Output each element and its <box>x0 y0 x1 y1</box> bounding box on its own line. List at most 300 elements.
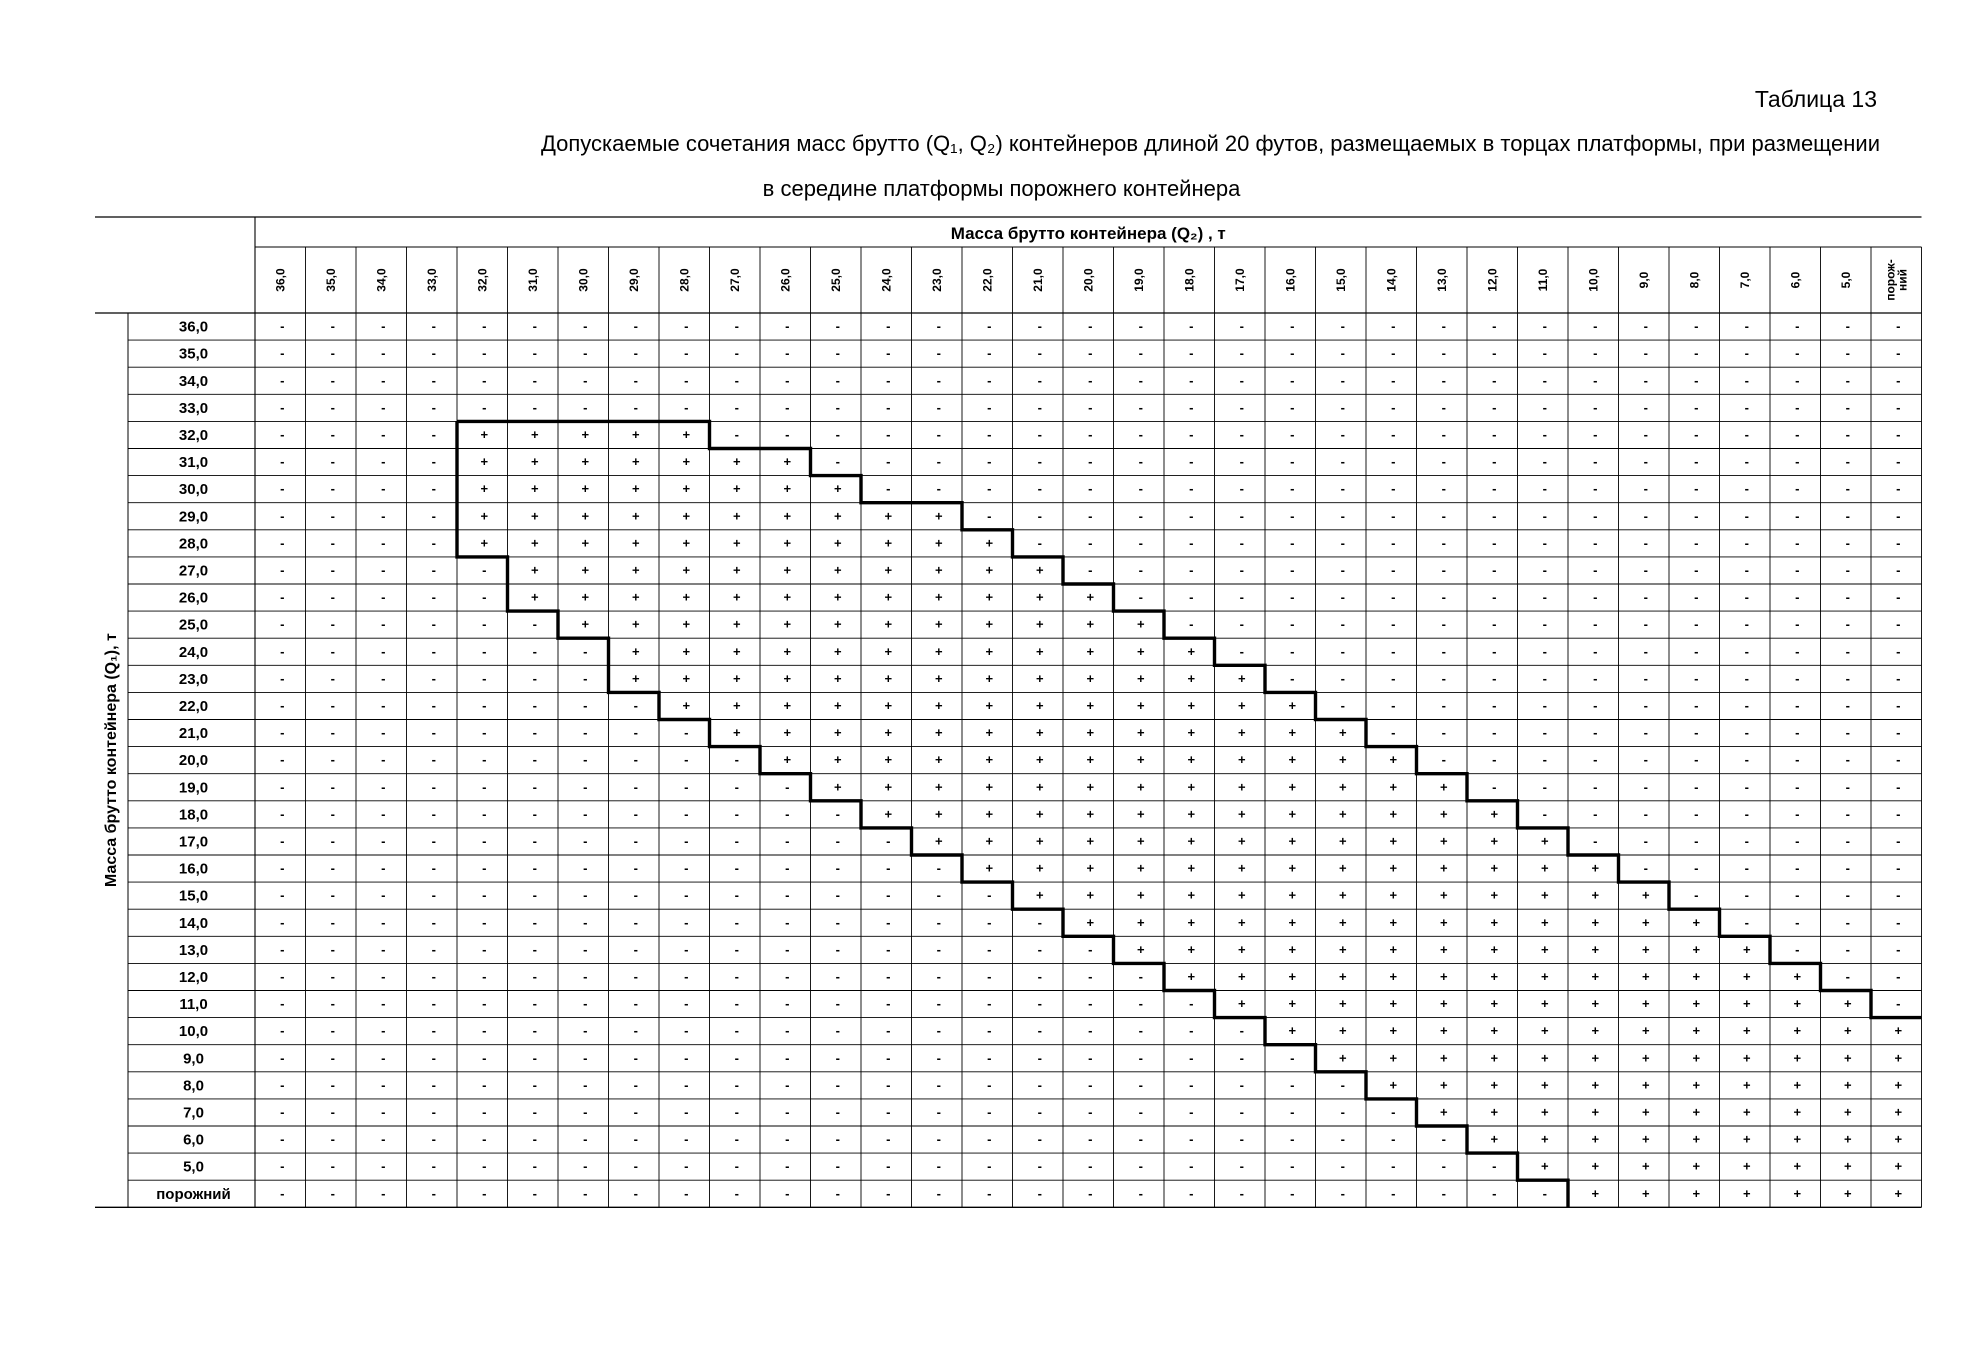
cell-allowed: + <box>1692 914 1701 930</box>
cell-not-allowed: - <box>835 1023 840 1039</box>
cell-not-allowed: - <box>1441 399 1446 415</box>
cell-allowed: + <box>581 589 590 605</box>
cell-not-allowed: - <box>1845 806 1850 822</box>
cell-not-allowed: - <box>330 1050 335 1066</box>
cell-allowed: + <box>1086 670 1095 686</box>
cell-allowed: + <box>1490 914 1499 930</box>
column-header: 13,0 <box>1434 268 1449 292</box>
cell-not-allowed: - <box>1795 670 1800 686</box>
cell-not-allowed: - <box>1088 454 1093 470</box>
cell-not-allowed: - <box>280 941 285 957</box>
cell-not-allowed: - <box>1845 399 1850 415</box>
cell-not-allowed: - <box>1593 318 1598 334</box>
cell-allowed: + <box>1288 833 1297 849</box>
cell-allowed: + <box>783 535 792 551</box>
column-header: 20,0 <box>1081 268 1096 292</box>
cell-allowed: + <box>1288 806 1297 822</box>
cell-not-allowed: - <box>734 860 739 876</box>
cell-not-allowed: - <box>532 697 537 713</box>
cell-allowed: + <box>934 616 943 632</box>
cell-not-allowed: - <box>633 752 638 768</box>
cell-not-allowed: - <box>1138 508 1143 524</box>
cell-allowed: + <box>1035 697 1044 713</box>
cell-not-allowed: - <box>330 860 335 876</box>
cell-not-allowed: - <box>1795 887 1800 903</box>
cell-not-allowed: - <box>330 779 335 795</box>
cell-not-allowed: - <box>431 725 436 741</box>
cell-not-allowed: - <box>1340 318 1345 334</box>
cell-not-allowed: - <box>987 1077 992 1093</box>
cell-not-allowed: - <box>1795 725 1800 741</box>
column-header: порож- <box>1883 259 1898 301</box>
cell-not-allowed: - <box>936 1077 941 1093</box>
cell-not-allowed: - <box>431 697 436 713</box>
cell-allowed: + <box>1490 887 1499 903</box>
cell-not-allowed: - <box>482 372 487 388</box>
cell-not-allowed: - <box>330 1158 335 1174</box>
cell-not-allowed: - <box>785 1104 790 1120</box>
cell-allowed: + <box>833 562 842 578</box>
cell-allowed: + <box>1439 779 1448 795</box>
cell-not-allowed: - <box>1189 318 1194 334</box>
cell-allowed: + <box>1136 697 1145 713</box>
cell-not-allowed: - <box>936 481 941 497</box>
cell-not-allowed: - <box>330 1185 335 1201</box>
cell-not-allowed: - <box>532 345 537 361</box>
cell-not-allowed: - <box>482 968 487 984</box>
cell-not-allowed: - <box>1391 426 1396 442</box>
cell-allowed: + <box>783 643 792 659</box>
cell-not-allowed: - <box>987 508 992 524</box>
cell-not-allowed: - <box>431 1023 436 1039</box>
cell-allowed: + <box>1439 833 1448 849</box>
cell-not-allowed: - <box>1138 1077 1143 1093</box>
column-header: 27,0 <box>727 268 742 292</box>
cell-not-allowed: - <box>835 860 840 876</box>
cell-not-allowed: - <box>1441 1185 1446 1201</box>
cell-not-allowed: - <box>1795 806 1800 822</box>
cell-not-allowed: - <box>1340 670 1345 686</box>
cell-allowed: + <box>1187 670 1196 686</box>
cell-not-allowed: - <box>1845 941 1850 957</box>
cell-not-allowed: - <box>1542 372 1547 388</box>
cell-not-allowed: - <box>1845 454 1850 470</box>
cell-not-allowed: - <box>633 725 638 741</box>
cell-not-allowed: - <box>431 454 436 470</box>
cell-not-allowed: - <box>987 481 992 497</box>
cell-not-allowed: - <box>1643 806 1648 822</box>
cell-not-allowed: - <box>1138 968 1143 984</box>
cell-not-allowed: - <box>936 860 941 876</box>
cell-allowed: + <box>1237 833 1246 849</box>
cell-not-allowed: - <box>381 860 386 876</box>
cell-not-allowed: - <box>1542 670 1547 686</box>
cell-allowed: + <box>1035 725 1044 741</box>
cell-allowed: + <box>934 833 943 849</box>
table-title-line-2: в середине платформы порожнего контейнера <box>762 176 1241 201</box>
cell-not-allowed: - <box>785 1185 790 1201</box>
cell-not-allowed: - <box>532 806 537 822</box>
cell-not-allowed: - <box>1037 1158 1042 1174</box>
cell-not-allowed: - <box>1239 1104 1244 1120</box>
cell-not-allowed: - <box>381 1185 386 1201</box>
cell-not-allowed: - <box>1593 345 1598 361</box>
cell-allowed: + <box>480 481 489 497</box>
cell-not-allowed: - <box>1896 399 1901 415</box>
cell-allowed: + <box>732 616 741 632</box>
cell-not-allowed: - <box>330 1104 335 1120</box>
cell-not-allowed: - <box>1441 643 1446 659</box>
cell-allowed: + <box>1237 752 1246 768</box>
cell-allowed: + <box>1793 1050 1802 1066</box>
cell-not-allowed: - <box>1744 399 1749 415</box>
cell-not-allowed: - <box>1088 1050 1093 1066</box>
cell-not-allowed: - <box>583 779 588 795</box>
cell-not-allowed: - <box>1441 508 1446 524</box>
cell-not-allowed: - <box>633 372 638 388</box>
cell-not-allowed: - <box>280 508 285 524</box>
cell-not-allowed: - <box>936 1023 941 1039</box>
cell-not-allowed: - <box>1189 1131 1194 1147</box>
cell-not-allowed: - <box>1492 318 1497 334</box>
cell-not-allowed: - <box>330 833 335 849</box>
cell-not-allowed: - <box>532 996 537 1012</box>
cell-not-allowed: - <box>1239 616 1244 632</box>
cell-not-allowed: - <box>633 1077 638 1093</box>
cell-not-allowed: - <box>431 752 436 768</box>
cell-not-allowed: - <box>1088 345 1093 361</box>
cell-not-allowed: - <box>583 643 588 659</box>
cell-not-allowed: - <box>482 318 487 334</box>
cell-not-allowed: - <box>1845 914 1850 930</box>
cell-allowed: + <box>1288 697 1297 713</box>
cell-not-allowed: - <box>633 1131 638 1147</box>
cell-not-allowed: - <box>1694 508 1699 524</box>
cell-not-allowed: - <box>1542 454 1547 470</box>
cell-not-allowed: - <box>330 1131 335 1147</box>
cell-not-allowed: - <box>1037 1050 1042 1066</box>
cell-not-allowed: - <box>684 725 689 741</box>
cell-not-allowed: - <box>1391 670 1396 686</box>
cell-allowed: + <box>1641 1104 1650 1120</box>
cell-not-allowed: - <box>633 887 638 903</box>
cell-not-allowed: - <box>1290 454 1295 470</box>
cell-not-allowed: - <box>583 725 588 741</box>
cell-not-allowed: - <box>1340 697 1345 713</box>
row-header: 15,0 <box>178 887 209 905</box>
cell-allowed: + <box>1288 779 1297 795</box>
cell-not-allowed: - <box>1744 697 1749 713</box>
cell-not-allowed: - <box>482 725 487 741</box>
cell-not-allowed: - <box>835 372 840 388</box>
cell-not-allowed: - <box>1239 1050 1244 1066</box>
cell-not-allowed: - <box>381 779 386 795</box>
cell-allowed: + <box>631 454 640 470</box>
cell-not-allowed: - <box>280 752 285 768</box>
cell-not-allowed: - <box>1290 1185 1295 1201</box>
cell-allowed: + <box>682 562 691 578</box>
cell-allowed: + <box>530 508 539 524</box>
cell-not-allowed: - <box>532 616 537 632</box>
cell-allowed: + <box>833 508 842 524</box>
cell-not-allowed: - <box>482 941 487 957</box>
cell-not-allowed: - <box>684 1158 689 1174</box>
cell-not-allowed: - <box>1138 318 1143 334</box>
cell-not-allowed: - <box>532 643 537 659</box>
cell-not-allowed: - <box>1744 481 1749 497</box>
cell-not-allowed: - <box>785 914 790 930</box>
cell-allowed: + <box>682 697 691 713</box>
cell-not-allowed: - <box>431 1158 436 1174</box>
cell-not-allowed: - <box>936 1050 941 1066</box>
cell-not-allowed: - <box>1088 426 1093 442</box>
cell-not-allowed: - <box>886 833 891 849</box>
cell-not-allowed: - <box>1391 562 1396 578</box>
cell-allowed: + <box>934 670 943 686</box>
cell-not-allowed: - <box>482 670 487 686</box>
cell-not-allowed: - <box>1593 806 1598 822</box>
cell-allowed: + <box>783 616 792 632</box>
cell-not-allowed: - <box>1138 562 1143 578</box>
cell-allowed: + <box>1591 1131 1600 1147</box>
cell-not-allowed: - <box>1340 616 1345 632</box>
cell-not-allowed: - <box>785 1077 790 1093</box>
cell-not-allowed: - <box>734 941 739 957</box>
cell-allowed: + <box>1692 941 1701 957</box>
cell-not-allowed: - <box>1189 454 1194 470</box>
cell-not-allowed: - <box>583 860 588 876</box>
cell-not-allowed: - <box>583 1050 588 1066</box>
cell-not-allowed: - <box>1189 1158 1194 1174</box>
cell-not-allowed: - <box>1744 372 1749 388</box>
cell-not-allowed: - <box>1492 670 1497 686</box>
cell-not-allowed: - <box>583 318 588 334</box>
cell-not-allowed: - <box>1896 670 1901 686</box>
cell-not-allowed: - <box>1391 1131 1396 1147</box>
cell-not-allowed: - <box>1492 481 1497 497</box>
cell-not-allowed: - <box>330 589 335 605</box>
cell-not-allowed: - <box>431 1104 436 1120</box>
cell-not-allowed: - <box>1290 345 1295 361</box>
cell-allowed: + <box>1793 996 1802 1012</box>
cell-not-allowed: - <box>886 345 891 361</box>
cell-allowed: + <box>1591 996 1600 1012</box>
cell-allowed: + <box>1540 1158 1549 1174</box>
cell-not-allowed: - <box>1037 426 1042 442</box>
cell-not-allowed: - <box>987 1104 992 1120</box>
cell-not-allowed: - <box>1694 318 1699 334</box>
cell-allowed: + <box>1237 860 1246 876</box>
cell-not-allowed: - <box>1694 752 1699 768</box>
column-header: 10,0 <box>1586 268 1601 292</box>
cell-not-allowed: - <box>1239 1131 1244 1147</box>
cell-not-allowed: - <box>482 562 487 578</box>
cell-allowed: + <box>1338 806 1347 822</box>
cell-not-allowed: - <box>1896 643 1901 659</box>
cell-allowed: + <box>1288 996 1297 1012</box>
cell-allowed: + <box>530 454 539 470</box>
cell-allowed: + <box>1288 1023 1297 1039</box>
cell-not-allowed: - <box>1896 318 1901 334</box>
cell-not-allowed: - <box>532 914 537 930</box>
cell-not-allowed: - <box>482 860 487 876</box>
cell-allowed: + <box>1237 697 1246 713</box>
cell-not-allowed: - <box>431 535 436 551</box>
cell-not-allowed: - <box>381 399 386 415</box>
cell-not-allowed: - <box>886 860 891 876</box>
cell-not-allowed: - <box>1441 589 1446 605</box>
cell-allowed: + <box>884 806 893 822</box>
cell-allowed: + <box>884 643 893 659</box>
row-header: 36,0 <box>178 318 209 336</box>
cell-allowed: + <box>1187 643 1196 659</box>
cell-not-allowed: - <box>886 914 891 930</box>
cell-not-allowed: - <box>1542 643 1547 659</box>
cell-not-allowed: - <box>1643 643 1648 659</box>
cell-not-allowed: - <box>987 426 992 442</box>
column-header: 24,0 <box>879 268 894 292</box>
cell-not-allowed: - <box>886 1104 891 1120</box>
cell-not-allowed: - <box>1391 1158 1396 1174</box>
cell-not-allowed: - <box>987 345 992 361</box>
cell-not-allowed: - <box>1694 562 1699 578</box>
cell-allowed: + <box>1389 1023 1398 1039</box>
cell-not-allowed: - <box>987 887 992 903</box>
cell-not-allowed: - <box>1290 1104 1295 1120</box>
cell-allowed: + <box>1490 1104 1499 1120</box>
cell-allowed: + <box>1641 1077 1650 1093</box>
row-header: 19,0 <box>178 779 209 797</box>
cell-allowed: + <box>682 508 691 524</box>
cell-allowed: + <box>985 697 994 713</box>
cell-not-allowed: - <box>1542 399 1547 415</box>
cell-allowed: + <box>1338 1050 1347 1066</box>
cell-not-allowed: - <box>1290 643 1295 659</box>
cell-not-allowed: - <box>987 1131 992 1147</box>
cell-not-allowed: - <box>381 535 386 551</box>
cell-not-allowed: - <box>1744 616 1749 632</box>
cell-allowed: + <box>1793 1023 1802 1039</box>
cell-allowed: + <box>833 481 842 497</box>
cell-not-allowed: - <box>1088 535 1093 551</box>
cell-allowed: + <box>1035 887 1044 903</box>
row-header: 33,0 <box>178 399 209 417</box>
cell-allowed: + <box>1490 996 1499 1012</box>
cell-allowed: + <box>1288 968 1297 984</box>
cell-allowed: + <box>1591 1050 1600 1066</box>
cell-not-allowed: - <box>1593 562 1598 578</box>
cell-not-allowed: - <box>1492 535 1497 551</box>
cell-allowed: + <box>480 535 489 551</box>
cell-not-allowed: - <box>1795 399 1800 415</box>
cell-not-allowed: - <box>381 345 386 361</box>
cell-allowed: + <box>1035 833 1044 849</box>
cell-not-allowed: - <box>1037 1023 1042 1039</box>
cell-not-allowed: - <box>1542 779 1547 795</box>
cell-not-allowed: - <box>1492 779 1497 795</box>
cell-not-allowed: - <box>431 968 436 984</box>
cell-not-allowed: - <box>785 996 790 1012</box>
cell-not-allowed: - <box>684 996 689 1012</box>
cell-not-allowed: - <box>1037 1104 1042 1120</box>
cell-not-allowed: - <box>482 1050 487 1066</box>
cell-allowed: + <box>682 616 691 632</box>
cell-not-allowed: - <box>1441 1158 1446 1174</box>
cell-not-allowed: - <box>381 941 386 957</box>
cell-not-allowed: - <box>1795 941 1800 957</box>
cell-not-allowed: - <box>280 860 285 876</box>
cell-not-allowed: - <box>1391 454 1396 470</box>
cell-not-allowed: - <box>1340 426 1345 442</box>
cell-allowed: + <box>1389 914 1398 930</box>
cell-allowed: + <box>682 481 691 497</box>
column-header: 29,0 <box>626 268 641 292</box>
cell-allowed: + <box>1591 1158 1600 1174</box>
cell-not-allowed: - <box>734 1050 739 1066</box>
cell-not-allowed: - <box>583 752 588 768</box>
cell-not-allowed: - <box>1391 399 1396 415</box>
cell-not-allowed: - <box>482 1023 487 1039</box>
cell-not-allowed: - <box>684 399 689 415</box>
column-header: 5,0 <box>1838 271 1853 289</box>
cell-not-allowed: - <box>1593 589 1598 605</box>
cell-not-allowed: - <box>381 968 386 984</box>
cell-not-allowed: - <box>482 833 487 849</box>
cell-allowed: + <box>1591 941 1600 957</box>
cell-not-allowed: - <box>1694 806 1699 822</box>
cell-allowed: + <box>783 508 792 524</box>
cell-allowed: + <box>732 725 741 741</box>
cell-not-allowed: - <box>1290 1131 1295 1147</box>
cell-not-allowed: - <box>1441 1131 1446 1147</box>
cell-allowed: + <box>1692 1158 1701 1174</box>
row-header: порожний <box>156 1185 231 1203</box>
cell-not-allowed: - <box>684 941 689 957</box>
cell-not-allowed: - <box>835 968 840 984</box>
column-header: 26,0 <box>778 268 793 292</box>
cell-allowed: + <box>783 752 792 768</box>
cell-allowed: + <box>1793 1158 1802 1174</box>
cell-not-allowed: - <box>482 697 487 713</box>
cell-allowed: + <box>1237 806 1246 822</box>
cell-allowed: + <box>934 806 943 822</box>
cell-not-allowed: - <box>1896 996 1901 1012</box>
cell-allowed: + <box>1692 1023 1701 1039</box>
cell-not-allowed: - <box>936 1158 941 1174</box>
cell-allowed: + <box>783 454 792 470</box>
cell-not-allowed: - <box>1643 535 1648 551</box>
cell-not-allowed: - <box>330 806 335 822</box>
cell-not-allowed: - <box>482 589 487 605</box>
cell-not-allowed: - <box>381 1131 386 1147</box>
column-header: 9,0 <box>1636 271 1651 289</box>
cell-not-allowed: - <box>835 941 840 957</box>
cell-not-allowed: - <box>1593 833 1598 849</box>
cell-not-allowed: - <box>532 887 537 903</box>
cell-allowed: + <box>1086 833 1095 849</box>
cell-allowed: + <box>833 535 842 551</box>
cell-allowed: + <box>1035 562 1044 578</box>
cell-allowed: + <box>1843 1158 1852 1174</box>
cell-allowed: + <box>1490 1131 1499 1147</box>
cell-not-allowed: - <box>936 399 941 415</box>
cell-not-allowed: - <box>1694 833 1699 849</box>
cell-not-allowed: - <box>1845 887 1850 903</box>
cell-not-allowed: - <box>482 1158 487 1174</box>
cell-allowed: + <box>1187 697 1196 713</box>
cell-allowed: + <box>1793 1104 1802 1120</box>
cell-not-allowed: - <box>330 481 335 497</box>
